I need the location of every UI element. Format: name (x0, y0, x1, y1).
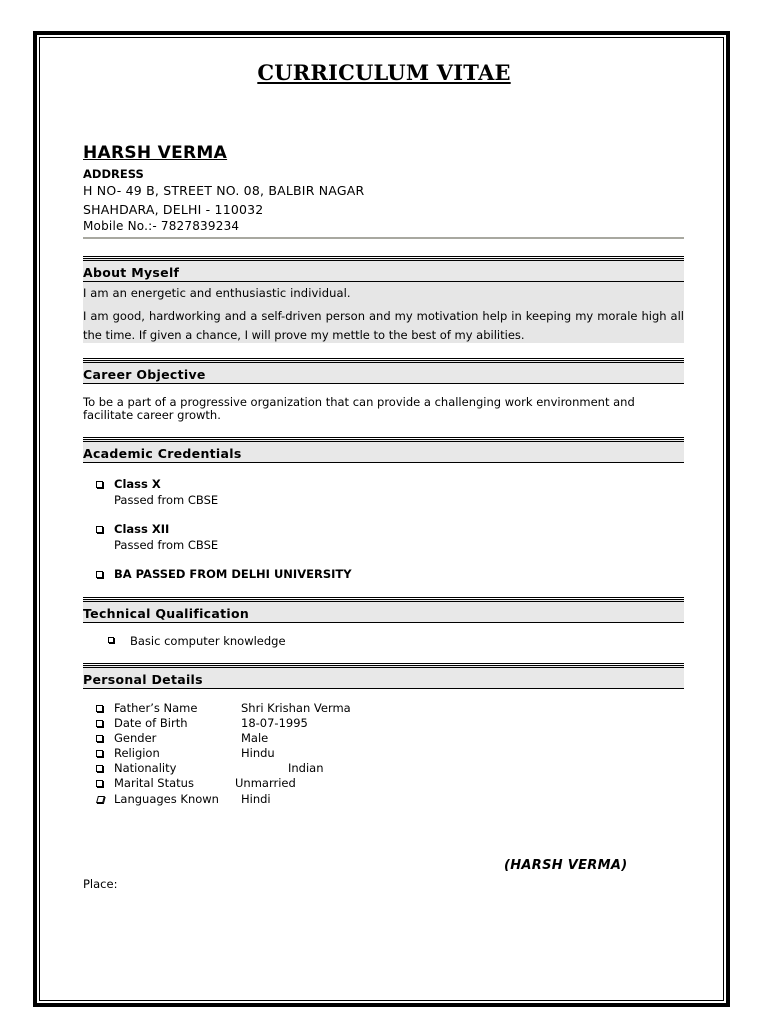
square-bullet-icon (96, 705, 103, 712)
personal-value: Hindu (241, 746, 275, 760)
section-personal-heading: Personal Details (83, 672, 203, 687)
personal-label: Father’s Name (114, 701, 198, 715)
place-label: Place: (83, 877, 118, 891)
personal-value: 18-07-1995 (241, 716, 308, 730)
academic-item-sub: Passed from CBSE (114, 493, 219, 507)
personal-value: Shri Krishan Verma (241, 701, 351, 715)
square-bullet-icon (96, 720, 103, 727)
document-title: CURRICULUM VITAE (257, 60, 511, 85)
personal-label: Religion (114, 746, 160, 760)
career-objective-text: To be a part of a progressive organization that can provide a challenging work environment and facilitate career growth. (83, 395, 635, 422)
personal-label: Languages Known (114, 792, 219, 806)
address-line-2: SHAHDARA, DELHI - 110032 (83, 202, 264, 217)
mobile-number: Mobile No.:- 7827839234 (83, 219, 240, 233)
signature-name: (HARSH VERMA) (504, 858, 628, 873)
section-technical-heading: Technical Qualification (83, 606, 250, 621)
page-border-inner (39, 37, 724, 1001)
about-line-1: I am an energetic and enthusiastic individual. (83, 286, 351, 300)
square-bullet-icon (96, 735, 103, 742)
square-bullet-icon (96, 780, 103, 787)
address-label: ADDRESS (83, 167, 144, 181)
section-personal (83, 665, 684, 689)
personal-value: Hindi (241, 792, 271, 806)
personal-label: Nationality (114, 761, 177, 775)
personal-label: Gender (114, 731, 157, 745)
square-bullet-icon (96, 526, 103, 533)
personal-value: Male (241, 731, 269, 745)
square-bullet-icon (96, 750, 103, 757)
candidate-name: HARSH VERMA (83, 143, 228, 163)
section-about-heading: About Myself (83, 265, 180, 280)
square-bullet-icon (96, 765, 103, 772)
address-line-1: H NO- 49 B, STREET NO. 08, BALBIR NAGAR (83, 183, 365, 198)
header-divider (83, 237, 684, 239)
section-academic-heading: Academic Credentials (83, 446, 242, 461)
personal-label: Date of Birth (114, 716, 188, 730)
technical-item: Basic computer knowledge (130, 634, 286, 648)
square-bullet-icon (96, 571, 103, 578)
academic-item-title: Class X (114, 477, 161, 491)
personal-value: Unmarried (235, 776, 296, 790)
section-about (83, 258, 684, 282)
square-bullet-icon (108, 637, 114, 643)
personal-label: Marital Status (114, 776, 194, 790)
section-academic (83, 439, 684, 463)
about-paragraph: I am good, hardworking and a self-driven person and my motivation help in keeping my morale high all the time. If given a chance, I will prove my mettle to the best of my abilities. (83, 309, 684, 342)
section-technical (83, 599, 684, 623)
section-career-heading: Career Objective (83, 367, 206, 382)
academic-item-title: BA PASSED FROM DELHI UNIVERSITY (114, 567, 352, 581)
academic-item-sub: Passed from CBSE (114, 538, 219, 552)
academic-item-title: Class XII (114, 522, 170, 536)
square-bullet-icon (96, 481, 103, 488)
personal-value: Indian (288, 761, 324, 775)
section-career (83, 360, 684, 384)
